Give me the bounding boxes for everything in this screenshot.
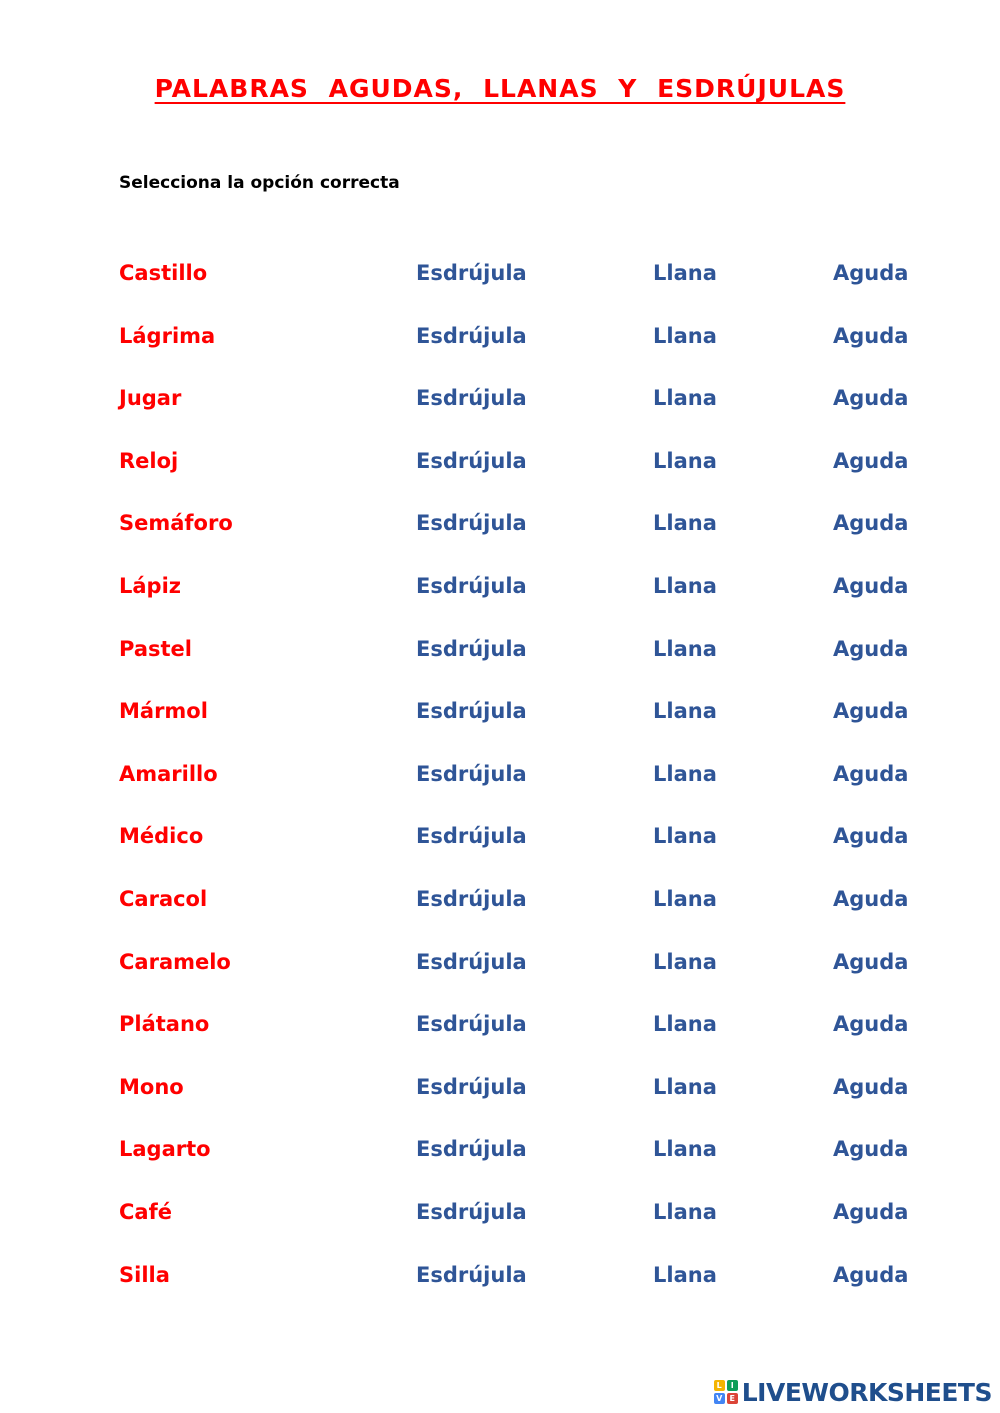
option-aguda[interactable]: Aguda [833, 699, 909, 724]
word-label: Amarillo [119, 761, 218, 786]
logo-square: I [727, 1380, 738, 1391]
option-esdrujula[interactable]: Esdrújula [416, 1074, 527, 1099]
word-row [0, 1056, 1000, 1119]
word-row [0, 680, 1000, 743]
option-aguda[interactable]: Aguda [833, 386, 909, 411]
word-row [0, 367, 1000, 430]
logo-square: E [727, 1393, 738, 1404]
word-row [0, 618, 1000, 681]
word-label: Lápiz [119, 573, 182, 598]
option-esdrujula[interactable]: Esdrújula [416, 1137, 527, 1162]
word-row [0, 430, 1000, 493]
option-aguda[interactable]: Aguda [833, 1012, 909, 1037]
option-aguda[interactable]: Aguda [833, 824, 909, 849]
word-row [0, 1118, 1000, 1181]
option-llana[interactable]: Llana [653, 1262, 717, 1287]
word-label: Médico [119, 824, 204, 849]
word-row [0, 931, 1000, 994]
option-esdrujula[interactable]: Esdrújula [416, 886, 527, 911]
option-aguda[interactable]: Aguda [833, 1137, 909, 1162]
option-esdrujula[interactable]: Esdrújula [416, 1262, 527, 1287]
option-llana[interactable]: Llana [653, 636, 717, 661]
option-esdrujula[interactable]: Esdrújula [416, 636, 527, 661]
word-row [0, 492, 1000, 555]
option-llana[interactable]: Llana [653, 261, 717, 285]
option-esdrujula[interactable]: Esdrújula [416, 1199, 527, 1224]
word-label: Semáforo [119, 511, 233, 536]
word-label: Lágrima [119, 323, 216, 348]
word-label: Jugar [119, 386, 182, 411]
option-llana[interactable]: Llana [653, 323, 717, 348]
option-aguda[interactable]: Aguda [833, 949, 909, 974]
liveworksheets-logo-icon [714, 1380, 738, 1404]
option-aguda[interactable]: Aguda [833, 511, 909, 536]
option-esdrujula[interactable]: Esdrújula [416, 949, 527, 974]
word-label: Pastel [119, 636, 192, 661]
word-row [0, 1244, 1000, 1307]
option-llana[interactable]: Llana [653, 448, 717, 473]
option-llana[interactable]: Llana [653, 511, 717, 536]
word-label: Lagarto [119, 1137, 211, 1162]
option-esdrujula[interactable]: Esdrújula [416, 511, 527, 536]
option-llana[interactable]: Llana [653, 573, 717, 598]
option-aguda[interactable]: Aguda [833, 448, 909, 473]
word-row [0, 555, 1000, 618]
option-aguda[interactable]: Aguda [833, 886, 909, 911]
option-esdrujula[interactable]: Esdrújula [416, 761, 527, 786]
option-esdrujula[interactable]: Esdrújula [416, 699, 527, 724]
option-llana[interactable]: Llana [653, 699, 717, 724]
option-aguda[interactable]: Aguda [833, 1074, 909, 1099]
brand-footer [714, 1377, 992, 1407]
option-llana[interactable]: Llana [653, 949, 717, 974]
option-llana[interactable]: Llana [653, 1199, 717, 1224]
option-esdrujula[interactable]: Esdrújula [416, 448, 527, 473]
option-esdrujula[interactable]: Esdrújula [416, 1012, 527, 1037]
option-esdrujula[interactable]: Esdrújula [416, 386, 527, 411]
word-label: Café [119, 1199, 172, 1224]
option-esdrujula[interactable]: Esdrújula [416, 573, 527, 598]
option-llana[interactable]: Llana [653, 1137, 717, 1162]
word-row [0, 242, 1000, 305]
word-label: Caramelo [119, 949, 231, 974]
option-llana[interactable]: Llana [653, 1074, 717, 1099]
word-row [0, 993, 1000, 1056]
option-llana[interactable]: Llana [653, 1012, 717, 1037]
word-label: Caracol [119, 886, 208, 911]
word-label: Mármol [119, 699, 208, 724]
word-label: Mono [119, 1074, 184, 1099]
option-aguda[interactable]: Aguda [833, 636, 909, 661]
word-list [0, 242, 1000, 1306]
option-aguda[interactable]: Aguda [833, 323, 909, 348]
word-label: Reloj [119, 448, 179, 473]
option-aguda[interactable]: Aguda [833, 573, 909, 598]
worksheet-title: PALABRAS AGUDAS, LLANAS Y ESDRÚJULAS [154, 74, 846, 103]
word-row [0, 1181, 1000, 1244]
word-row [0, 868, 1000, 931]
logo-square: L [714, 1380, 725, 1391]
word-row [0, 305, 1000, 368]
word-label: Castillo [119, 261, 208, 285]
word-row [0, 805, 1000, 868]
word-row [0, 743, 1000, 806]
option-llana[interactable]: Llana [653, 886, 717, 911]
word-label: Plátano [119, 1012, 210, 1037]
instruction-text: Selecciona la opción correcta [119, 173, 400, 193]
option-aguda[interactable]: Aguda [833, 1262, 909, 1287]
option-aguda[interactable]: Aguda [833, 261, 909, 285]
option-aguda[interactable]: Aguda [833, 1199, 909, 1224]
word-label: Silla [119, 1262, 170, 1287]
brand-name: LIVEWORKSHEETS [741, 1377, 992, 1407]
option-llana[interactable]: Llana [653, 824, 717, 849]
option-llana[interactable]: Llana [653, 386, 717, 411]
option-llana[interactable]: Llana [653, 761, 717, 786]
option-esdrujula[interactable]: Esdrújula [416, 323, 527, 348]
logo-square: V [714, 1393, 725, 1404]
option-aguda[interactable]: Aguda [833, 761, 909, 786]
option-esdrujula[interactable]: Esdrújula [416, 824, 527, 849]
option-esdrujula[interactable]: Esdrújula [416, 261, 527, 285]
